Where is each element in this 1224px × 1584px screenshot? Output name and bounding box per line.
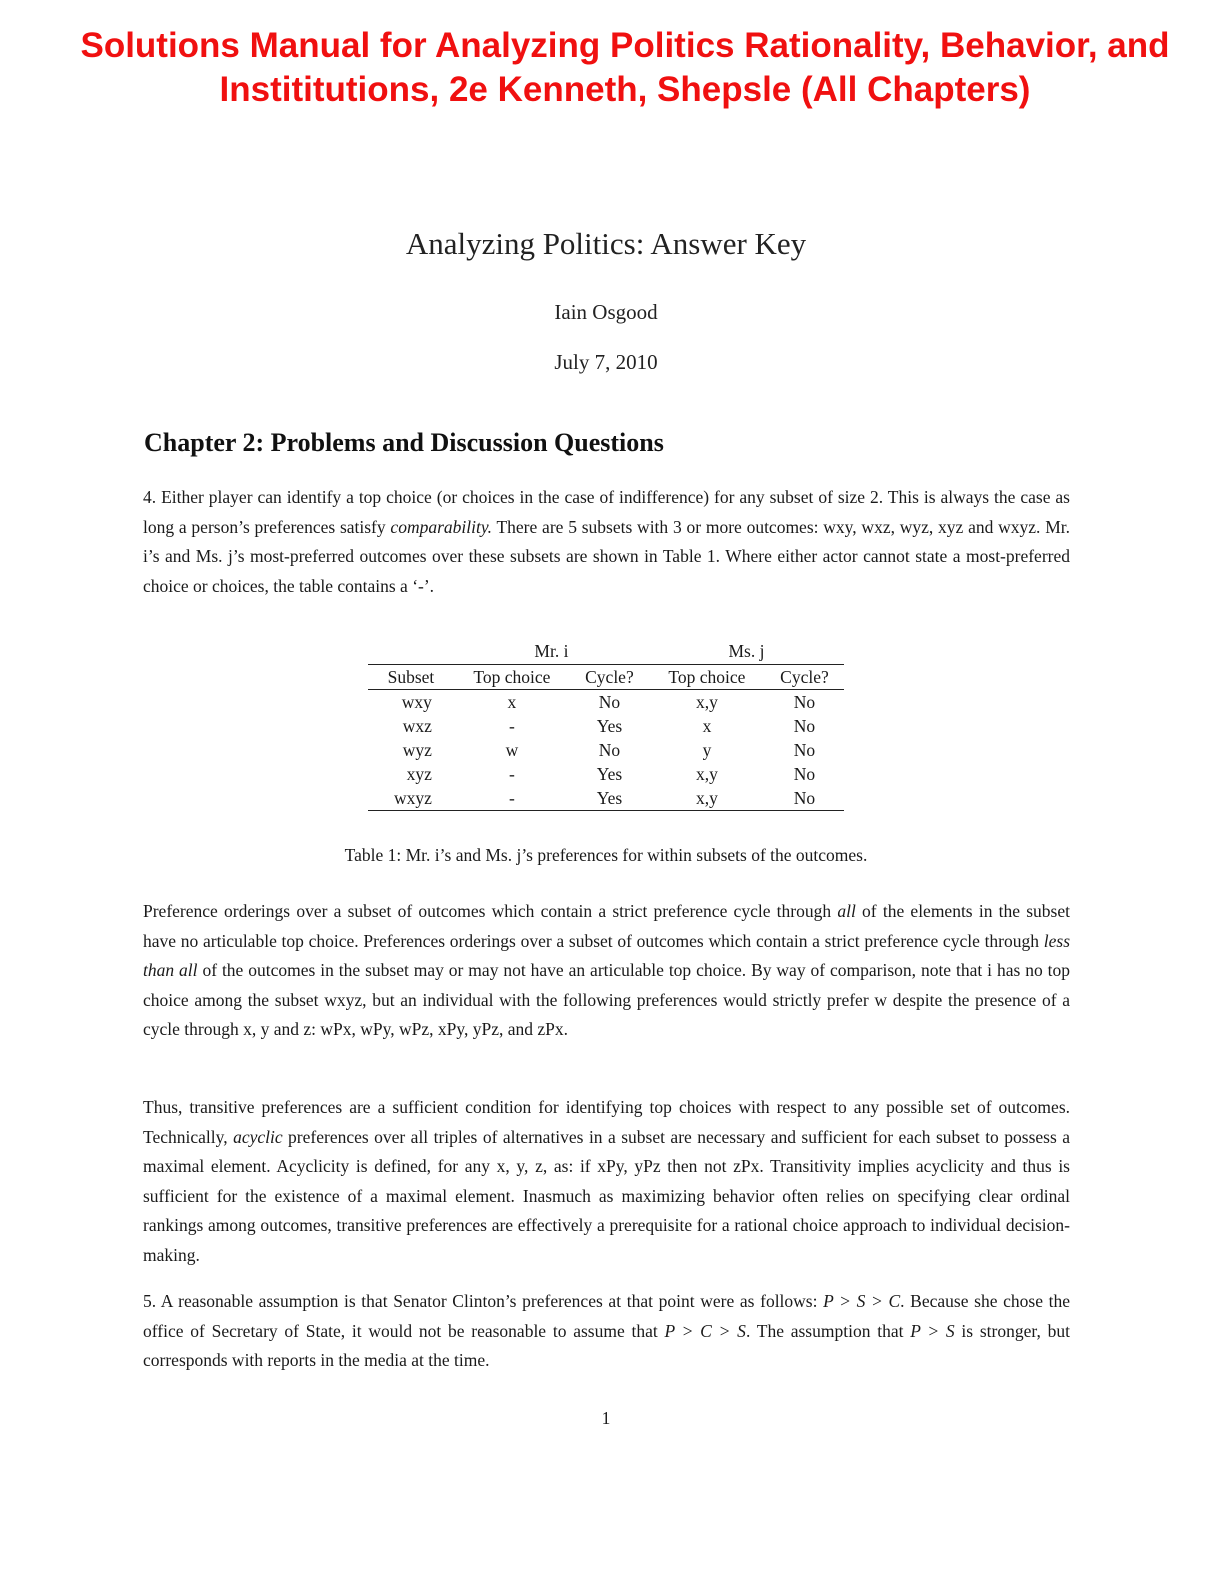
- table-row: [368, 690, 844, 715]
- answer-4-paragraph: [143, 483, 1070, 601]
- table-cell: w: [505, 740, 519, 760]
- table-group-spacer: [368, 638, 454, 665]
- document-date: July 7, 2010: [554, 350, 658, 374]
- table-cell: Yes: [596, 764, 623, 784]
- table-cell: No: [793, 740, 816, 760]
- paragraph-emphasis: less than all: [143, 930, 1070, 980]
- paragraph-text: 5. A reasonable assumption is that Senator Clinton’s preferences at that point were as follows:: [143, 1291, 824, 1311]
- table-header-cell: Subset: [368, 665, 454, 690]
- paragraph-text: Preference orderings over a subset of outcomes which contain a strict preference cycle through: [143, 901, 838, 921]
- table-cell: wyz: [402, 740, 432, 760]
- table-header-cell: Cycle?: [765, 665, 844, 690]
- table-cell: wxyz: [368, 786, 454, 811]
- paragraph-text: . The assumption that: [745, 1320, 911, 1341]
- table-caption: Table 1: Mr. i’s and Ms. j’s preferences for within subsets of the outcomes.: [344, 845, 868, 865]
- math-expression: P > S > C: [823, 1291, 901, 1311]
- table-row: [368, 714, 844, 738]
- table-cell: -: [509, 764, 515, 784]
- table-cell: No: [793, 716, 816, 736]
- promo-banner-title: [40, 24, 1210, 112]
- paragraph-text: is stronger, but corresponds with reports in the media at the time.: [143, 1320, 1070, 1370]
- table-group-header-row: [368, 638, 844, 665]
- answer-4-text-1: 4. Either player can identify a top choice (or choices in the case of indifference) for any subset of size 2. This is always the case as long a person’s preferences satisfy: [143, 487, 1070, 537]
- document-title: Analyzing Politics: Answer Key: [405, 226, 807, 261]
- math-expression: P > C > S: [664, 1320, 746, 1341]
- answer-4-text-2: There are 5 subsets with 3 or more outcomes: wxy, wxz, wyz, xyz and wxyz. Mr. i’s and Ms. j’s most-preferred outcomes over these subsets are shown in Table 1. Where either actor cannot state a most-preferred choice or choices, the table contains a ‘-’.: [143, 516, 1070, 596]
- table-cell: x,y: [696, 692, 718, 712]
- table-cell: x,y: [696, 764, 718, 784]
- banner-line-1: Solutions Manual for Analyzing Politics Rationality, Behavior, and: [80, 26, 1170, 65]
- table-cell: No: [793, 692, 816, 712]
- preferences-table: [368, 638, 844, 811]
- table-cell: No: [598, 740, 621, 760]
- document-author: Iain Osgood: [554, 300, 658, 324]
- preferences-table-container: [368, 638, 844, 811]
- table-cell: x,y: [649, 786, 765, 811]
- table-cell: xyz: [406, 764, 432, 784]
- table-header-cell: Top choice: [649, 665, 765, 690]
- table-group-mr-i: Mr. i: [534, 641, 569, 661]
- paragraph-emphasis: acyclic: [233, 1126, 283, 1147]
- page-number: 1: [601, 1408, 611, 1428]
- table-row: [368, 738, 844, 762]
- paragraph-text: of the elements in the subset have no articulable top choice. Preferences orderings over a subset of outcomes which contain a strict preference cycle through: [143, 901, 1070, 951]
- table-header-cell: Top choice: [454, 665, 570, 690]
- paragraph-emphasis: all: [837, 901, 856, 921]
- table-cell: x: [507, 692, 517, 712]
- preference-cycle-paragraph: [143, 897, 1070, 1045]
- table-cell: -: [509, 716, 515, 736]
- table-row: [368, 762, 844, 786]
- answer-4-emphasis: comparability.: [390, 516, 493, 537]
- table-cell: No: [765, 786, 844, 811]
- table-cell: wxy: [401, 692, 432, 712]
- table-cell: wxz: [402, 716, 432, 736]
- paragraph-text: Thus, transitive preferences are a sufficient condition for identifying top choices with respect to any possible set of outcomes. Technically,: [143, 1097, 1070, 1147]
- table-cell: y: [702, 740, 712, 760]
- paragraph-text: . Because she chose the office of Secretary of State, it would not be reasonable to assume that: [143, 1291, 1070, 1341]
- table-cell: No: [598, 692, 621, 712]
- answer-5-paragraph: [143, 1287, 1070, 1376]
- table-header-cell: Cycle?: [570, 665, 649, 690]
- paragraph-text: of the outcomes in the subset may or may not have an articulable top choice. By way of comparison, note that i has no top choice among the subset wxyz, but an individual with the following preferences would strictly prefer w despite the presence of a cycle through x, y and z: wPx, wPy, wPz, xPy, yPz, and zPx.: [143, 960, 1070, 1039]
- table-cell: Yes: [570, 786, 649, 811]
- table-header-row: [368, 665, 844, 690]
- table-cell: No: [793, 764, 816, 784]
- table-cell: Yes: [596, 716, 623, 736]
- table-cell: -: [454, 786, 570, 811]
- table-group-ms-j: Ms. j: [728, 641, 765, 661]
- banner-line-2: Instititutions, 2e Kenneth, Shepsle (All Chapters): [219, 70, 1031, 109]
- chapter-heading: Chapter 2: Problems and Discussion Questions: [144, 428, 664, 457]
- table-row: [368, 786, 844, 811]
- paragraph-text: preferences over all triples of alternatives in a subset are necessary and sufficient for each subset to possess a maximal element. Acyclicity is defined, for any x, y, z, as: if xPy, yPz then not zPx. Transitivity implies acyclicity and thus is sufficient for the existence of a maximal element. Inasmuch as maximizing behavior often relies on specifying clear ordinal rankings among outcomes, transitive preferences are effectively a prerequisite for a rational choice approach to individual decision-making.: [143, 1126, 1070, 1265]
- math-expression: P > S: [910, 1320, 955, 1341]
- table-cell: x: [702, 716, 712, 736]
- transitivity-paragraph: [143, 1093, 1070, 1270]
